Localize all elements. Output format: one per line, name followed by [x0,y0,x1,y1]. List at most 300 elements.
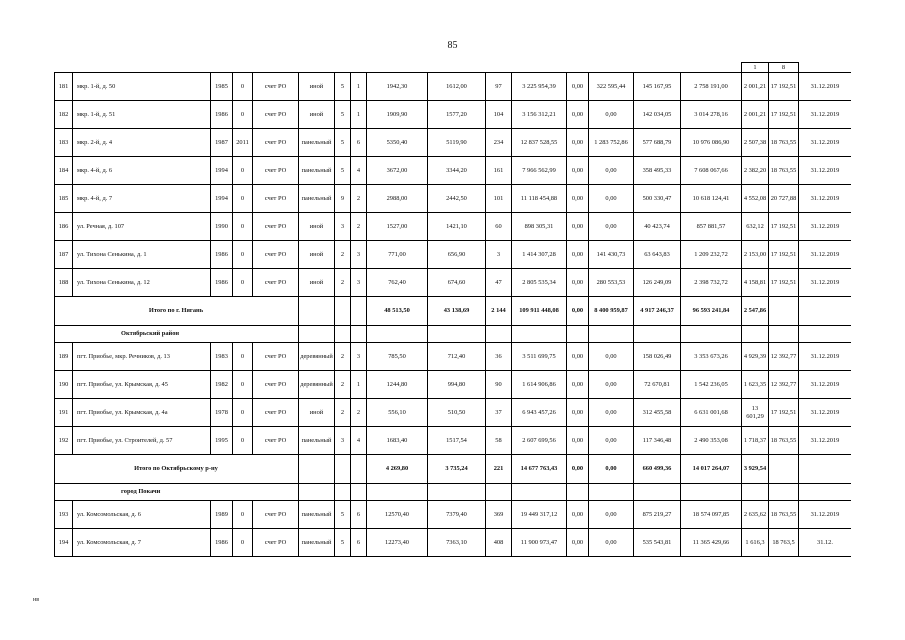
footer-mark: нв [33,597,40,603]
total-cost-cell: 11 900 973,47 [512,529,567,557]
cost-per-m2-cell: 2 382,20 [742,157,769,185]
total-row [55,297,852,326]
wall-material-cell: иной [299,101,335,129]
address-cell: мкр. 1-й, д. 51 [73,101,211,129]
cost-per-m2-cell: 4 929,39 [742,343,769,371]
cost-per-m2-cell: 632,12 [742,213,769,241]
row-number-cell: 190 [55,371,73,399]
cost-regional-cell: 0,00 [589,399,634,427]
entrances-cell: 4 [351,157,367,185]
total-area-cell: 1244,80 [367,371,428,399]
deadline-cell: 31.12.2019 [799,399,852,427]
cost-owners-cell: 3 353 673,26 [681,343,742,371]
address-cell: ул. Тихона Сенькина, д. 1 [73,241,211,269]
entrances-cell: 3 [351,269,367,297]
empty-cell [335,484,351,501]
year-cell: 1989 [211,501,233,529]
entrances-cell: 6 [351,129,367,157]
row-number-cell: 184 [55,157,73,185]
address-cell: пгт. Приобье, мкр. Речников, д. 13 [73,343,211,371]
total-cost-cell: 19 449 317,12 [512,501,567,529]
row-number-cell: 191 [55,399,73,427]
cost-local-cell: 72 670,81 [634,371,681,399]
cost-owners-cell: 18 574 097,85 [681,501,742,529]
entrances-cell: 3 [351,241,367,269]
fund-method-cell: счет РО [253,185,299,213]
year-cell: 1990 [211,213,233,241]
year-cell: 1986 [211,241,233,269]
total-cost-cell: 7 966 562,99 [512,157,567,185]
living-area-cell: 7379,40 [428,501,486,529]
total-cost-cell: 6 943 457,26 [512,399,567,427]
empty-cell [299,455,335,484]
fund-method-cell: счет РО [253,241,299,269]
cost-local-cell: 875 219,27 [634,501,681,529]
empty-cell [567,484,589,501]
repair-year-cell: 0 [233,213,253,241]
address-cell: мкр. 4-й, д. 7 [73,185,211,213]
cost-limit-cell: 17 192,51 [769,73,799,101]
empty-cell [769,484,799,501]
cost-limit-cell: 17 192,51 [769,213,799,241]
cost-local-cell: 500 330,47 [634,185,681,213]
floors-cell: 2 [335,241,351,269]
row-number-cell: 187 [55,241,73,269]
table-row [55,343,852,371]
total-cost-cell: 1 614 906,86 [512,371,567,399]
address-cell: ул. Комсомольская, д. 6 [73,501,211,529]
wall-material-cell: панельный [299,501,335,529]
floors-cell: 5 [335,501,351,529]
residents-cell: 161 [486,157,512,185]
repair-year-cell: 0 [233,269,253,297]
cost-per-m2-cell: 1 718,37 [742,427,769,455]
cost-limit-cell: 18 763,55 [769,501,799,529]
year-cell: 1986 [211,269,233,297]
wall-material-cell: панельный [299,427,335,455]
repair-year-cell: 0 [233,101,253,129]
deadline-cell: 31.12.2019 [799,185,852,213]
cost-regional-cell: 0,00 [589,371,634,399]
residents-cell: 37 [486,399,512,427]
empty-cell [742,484,769,501]
residents-cell: 90 [486,371,512,399]
deadline-cell: 31.12.2019 [799,213,852,241]
living-area-cell: 1577,20 [428,101,486,129]
cost-per-m2-cell: 2 547,86 [742,297,769,326]
cost-regional-cell: 322 595,44 [589,73,634,101]
cost-owners-cell: 14 017 264,07 [681,455,742,484]
cost-regional-cell: 0,00 [589,343,634,371]
cost-federal-cell: 0,00 [567,185,589,213]
living-area-cell: 656,90 [428,241,486,269]
floors-cell: 2 [335,269,351,297]
total-label-cell: Итого по Октябрьскому р-ну [55,455,299,484]
empty-cell [589,326,634,343]
residents-cell: 104 [486,101,512,129]
empty-cell [351,484,367,501]
cost-per-m2-cell: 2 153,00 [742,241,769,269]
cost-per-m2-cell: 2 507,38 [742,129,769,157]
cost-owners-cell: 6 631 001,68 [681,399,742,427]
total-cost-cell: 12 837 528,55 [512,129,567,157]
total-area-cell: 12273,40 [367,529,428,557]
fund-method-cell: счет РО [253,371,299,399]
cost-federal-cell: 0,00 [567,157,589,185]
total-area-cell: 556,10 [367,399,428,427]
empty-cell [799,297,852,326]
year-cell: 1994 [211,157,233,185]
cost-federal-cell: 0,00 [567,129,589,157]
empty-cell [335,297,351,326]
table-row [55,213,852,241]
cost-limit-cell: 17 192,51 [769,241,799,269]
total-cost-cell: 3 156 312,21 [512,101,567,129]
empty-cell [799,326,852,343]
table-row [55,371,852,399]
cost-regional-cell: 0,00 [589,427,634,455]
residents-cell: 60 [486,213,512,241]
wall-material-cell: иной [299,213,335,241]
residents-cell: 369 [486,501,512,529]
cost-federal-cell: 0,00 [567,73,589,101]
entrances-cell: 4 [351,427,367,455]
cost-per-m2-cell: 1 623,35 [742,371,769,399]
living-area-cell: 3344,20 [428,157,486,185]
residents-cell: 47 [486,269,512,297]
empty-cell [486,484,512,501]
entrances-cell: 2 [351,185,367,213]
district-name-cell: город Покачи [55,484,299,501]
row-number-cell: 183 [55,129,73,157]
cost-federal-cell: 0,00 [567,269,589,297]
empty-cell [769,455,799,484]
cost-owners-cell: 11 365 429,66 [681,529,742,557]
residents-cell: 3 [486,241,512,269]
fund-method-cell: счет РО [253,129,299,157]
cost-per-m2-cell: 2 001,21 [742,101,769,129]
fund-method-cell: счет РО [253,399,299,427]
deadline-cell: 31.12.2019 [799,371,852,399]
cost-limit-cell: 12 392,77 [769,371,799,399]
table-row [55,185,852,213]
deadline-cell: 31.12.2019 [799,269,852,297]
entrances-cell: 1 [351,73,367,101]
row-number-cell: 189 [55,343,73,371]
cost-limit-cell: 18 763,5 [769,529,799,557]
empty-cell [799,484,852,501]
empty-cell [742,326,769,343]
cost-federal-cell: 0,00 [567,399,589,427]
entrances-cell: 1 [351,371,367,399]
total-area-cell: 1527,00 [367,213,428,241]
total-area-cell: 5350,40 [367,129,428,157]
cost-regional-cell: 0,00 [589,157,634,185]
wall-material-cell: панельный [299,185,335,213]
empty-cell [681,326,742,343]
address-cell: мкр. 2-й, д. 4 [73,129,211,157]
table-body [55,63,852,557]
wall-material-cell: деревянный [299,343,335,371]
cost-owners-cell: 2 758 191,00 [681,73,742,101]
address-cell: ул. Комсомольская, д. 7 [73,529,211,557]
cost-per-m2-cell: 2 635,62 [742,501,769,529]
fund-method-cell: счет РО [253,529,299,557]
living-area-cell: 712,40 [428,343,486,371]
wall-material-cell: панельный [299,129,335,157]
year-cell: 1986 [211,101,233,129]
living-area-cell: 5119,90 [428,129,486,157]
cost-per-m2-cell: 1 616,3 [742,529,769,557]
fund-method-cell: счет РО [253,269,299,297]
year-cell: 1978 [211,399,233,427]
cost-owners-cell: 857 881,57 [681,213,742,241]
deadline-cell: 31.12.2019 [799,73,852,101]
residents-cell: 58 [486,427,512,455]
total-area-cell: 1683,40 [367,427,428,455]
year-cell: 1983 [211,343,233,371]
total-area-cell: 3672,00 [367,157,428,185]
table-row [55,129,852,157]
floors-cell: 2 [335,399,351,427]
cost-regional-cell: 0,00 [589,213,634,241]
total-area-cell: 12570,40 [367,501,428,529]
cost-local-cell: 158 026,49 [634,343,681,371]
residents-cell: 2 144 [486,297,512,326]
repair-year-cell: 0 [233,73,253,101]
empty-cell [351,297,367,326]
document-table-area [54,62,851,587]
cost-local-cell: 577 688,79 [634,129,681,157]
floors-cell: 9 [335,185,351,213]
floors-cell: 5 [335,101,351,129]
total-cost-cell: 1 414 307,28 [512,241,567,269]
entrances-cell: 6 [351,501,367,529]
living-area-cell: 510,50 [428,399,486,427]
cost-federal-cell: 0,00 [567,529,589,557]
cost-limit-cell: 12 392,77 [769,343,799,371]
empty-cell [428,484,486,501]
wall-material-cell: панельный [299,157,335,185]
table-row [55,269,852,297]
cost-local-cell: 126 249,09 [634,269,681,297]
repair-year-cell: 0 [233,157,253,185]
fund-method-cell: счет РО [253,73,299,101]
row-number-cell: 185 [55,185,73,213]
cost-per-m2-cell: 13 601,29 [742,399,769,427]
empty-cell [512,326,567,343]
empty-cell [335,326,351,343]
floors-cell: 5 [335,73,351,101]
fund-method-cell: счет РО [253,213,299,241]
empty-cell [299,297,335,326]
cost-owners-cell: 1 542 236,05 [681,371,742,399]
cost-per-m2-cell: 4 552,08 [742,185,769,213]
residents-cell: 101 [486,185,512,213]
cost-federal-cell: 0,00 [567,371,589,399]
total-label-cell: Итого по г. Нягань [55,297,299,326]
address-cell: пгт. Приобье, ул. Строителей, д. 57 [73,427,211,455]
cost-federal-cell: 0,00 [567,501,589,529]
total-area-cell: 2988,00 [367,185,428,213]
empty-cell [681,484,742,501]
cost-owners-cell: 10 976 086,90 [681,129,742,157]
repair-year-cell: 2011 [233,129,253,157]
repair-year-cell: 0 [233,185,253,213]
deadline-cell: 31.12.2019 [799,501,852,529]
empty-cell [769,326,799,343]
table-row [55,399,852,427]
living-area-cell: 1612,00 [428,73,486,101]
cost-local-cell: 358 495,33 [634,157,681,185]
entrances-cell: 2 [351,213,367,241]
row-number-cell: 192 [55,427,73,455]
district-header-row [55,326,852,343]
cost-local-cell: 4 917 246,37 [634,297,681,326]
cost-regional-cell: 0,00 [589,529,634,557]
cost-local-cell: 145 167,95 [634,73,681,101]
residents-cell: 408 [486,529,512,557]
cost-regional-cell: 0,00 [589,501,634,529]
total-area-cell: 785,50 [367,343,428,371]
cost-federal-cell: 0,00 [567,343,589,371]
year-cell: 1995 [211,427,233,455]
fund-method-cell: счет РО [253,501,299,529]
living-area-cell: 7363,10 [428,529,486,557]
table-row [55,101,852,129]
cost-limit-cell: 18 763,55 [769,427,799,455]
row-number-cell: 186 [55,213,73,241]
cost-owners-cell: 1 209 232,72 [681,241,742,269]
deadline-cell: 31.12.2019 [799,241,852,269]
cost-regional-cell: 0,00 [589,185,634,213]
entrances-cell: 2 [351,399,367,427]
empty-cell [769,297,799,326]
repair-year-cell: 0 [233,427,253,455]
wall-material-cell: деревянный [299,371,335,399]
cost-limit-cell: 18 763,55 [769,157,799,185]
district-header-row [55,484,852,501]
cost-owners-cell: 96 593 241,84 [681,297,742,326]
address-cell: мкр. 4-й, д. 6 [73,157,211,185]
total-area-cell: 771,00 [367,241,428,269]
address-cell: ул. Тихона Сенькина, д. 12 [73,269,211,297]
empty-cell [428,326,486,343]
deadline-cell: 31.12.2019 [799,427,852,455]
table-row [55,73,852,101]
total-cost-cell: 2 805 535,34 [512,269,567,297]
cost-local-cell: 142 034,05 [634,101,681,129]
total-cost-cell: 11 118 454,88 [512,185,567,213]
deadline-cell: 31.12.2019 [799,129,852,157]
total-cost-cell: 109 911 448,08 [512,297,567,326]
residents-cell: 234 [486,129,512,157]
deadline-cell: 31.12.2019 [799,101,852,129]
cost-federal-cell: 0,00 [567,241,589,269]
cost-per-m2-cell: 4 158,81 [742,269,769,297]
year-cell: 1982 [211,371,233,399]
deadline-cell: 31.12.2019 [799,157,852,185]
entrances-cell: 3 [351,343,367,371]
empty-cell [567,326,589,343]
cost-limit-cell: 17 192,51 [769,101,799,129]
fund-method-cell: счет РО [253,343,299,371]
table-row [55,157,852,185]
repair-year-cell: 0 [233,501,253,529]
total-cost-cell: 14 677 763,43 [512,455,567,484]
cost-owners-cell: 2 490 353,08 [681,427,742,455]
cost-limit-cell: 17 192,51 [769,269,799,297]
fund-method-cell: счет РО [253,101,299,129]
total-cost-cell: 3 225 954,39 [512,73,567,101]
row-number-cell: 193 [55,501,73,529]
repair-year-cell: 0 [233,399,253,427]
floors-cell: 5 [335,157,351,185]
cost-federal-cell: 0,00 [567,213,589,241]
total-cost-cell: 2 607 699,56 [512,427,567,455]
empty-cell [486,326,512,343]
row-number-cell: 182 [55,101,73,129]
floors-cell: 5 [335,529,351,557]
district-name-cell: Октябрьский район [55,326,299,343]
cost-regional-cell: 280 553,53 [589,269,634,297]
cost-per-m2-cell: 3 929,54 [742,455,769,484]
cost-local-cell: 535 543,81 [634,529,681,557]
floors-cell: 3 [335,213,351,241]
living-area-cell: 1517,54 [428,427,486,455]
cost-owners-cell: 10 618 124,41 [681,185,742,213]
table-row [55,241,852,269]
cost-local-cell: 312 455,58 [634,399,681,427]
cost-local-cell: 63 643,83 [634,241,681,269]
living-area-cell: 994,80 [428,371,486,399]
cost-limit-cell: 18 763,55 [769,129,799,157]
living-area-cell: 43 138,69 [428,297,486,326]
empty-cell [634,484,681,501]
cost-federal-cell: 0,00 [567,427,589,455]
wall-material-cell: иной [299,269,335,297]
living-area-cell: 1421,10 [428,213,486,241]
empty-cell [351,326,367,343]
cost-local-cell: 117 346,48 [634,427,681,455]
cost-federal-cell: 0,00 [567,455,589,484]
wall-material-cell: панельный [299,529,335,557]
empty-cell [367,484,428,501]
total-cost-cell: 898 305,31 [512,213,567,241]
row-number-cell: 194 [55,529,73,557]
cost-federal-cell: 0,00 [567,101,589,129]
total-area-cell: 48 513,50 [367,297,428,326]
repair-program-table [54,62,851,557]
residents-cell: 97 [486,73,512,101]
empty-cell [512,484,567,501]
repair-year-cell: 0 [233,371,253,399]
living-area-cell: 3 735,24 [428,455,486,484]
cost-regional-cell: 141 430,73 [589,241,634,269]
row-number-cell: 181 [55,73,73,101]
empty-cell [367,326,428,343]
floors-cell: 3 [335,427,351,455]
floors-cell: 2 [335,371,351,399]
cost-owners-cell: 3 014 278,16 [681,101,742,129]
floors-cell: 5 [335,129,351,157]
empty-cell [634,326,681,343]
table-row [55,427,852,455]
cost-per-m2-cell: 2 001,21 [742,73,769,101]
address-cell: пгт. Приобье, ул. Крымская, д. 45 [73,371,211,399]
row-number-cell: 188 [55,269,73,297]
address-cell: мкр. 1-й, д. 50 [73,73,211,101]
